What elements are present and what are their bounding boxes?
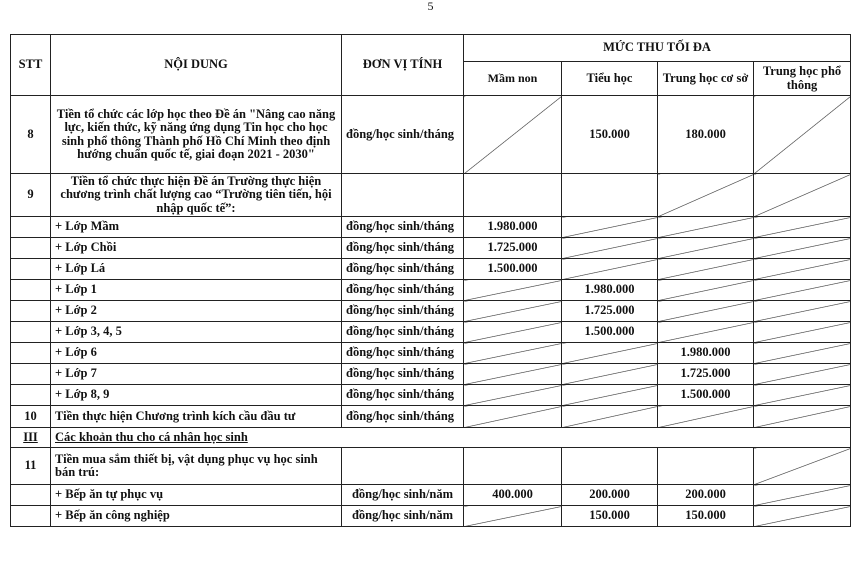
cell-value: 1.500.000: [464, 259, 562, 280]
cell-empty: [562, 238, 658, 259]
table-row: [11, 96, 851, 174]
row-stt: [11, 506, 51, 527]
table-row: [11, 322, 851, 343]
cell-empty: [464, 343, 562, 364]
row-content: + Bếp ăn công nghiệp: [51, 506, 342, 527]
cell-empty: [754, 259, 851, 280]
row-stt: 11: [11, 448, 51, 485]
cell-empty: [754, 174, 851, 217]
table-row: [11, 217, 851, 238]
table-row: [11, 301, 851, 322]
row-stt: [11, 280, 51, 301]
row-stt: [11, 238, 51, 259]
row-content: + Lớp 1: [51, 280, 342, 301]
cell-empty: [562, 406, 658, 428]
cell-value: 1.980.000: [658, 343, 754, 364]
row-unit: đồng/học sinh/tháng: [342, 406, 464, 428]
row-content: + Lớp 2: [51, 301, 342, 322]
cell-value: 1.980.000: [562, 280, 658, 301]
cell-empty: [464, 448, 562, 485]
header-level-tieu-hoc: Tiểu học: [562, 62, 658, 96]
cell-empty: [464, 322, 562, 343]
cell-empty: [464, 364, 562, 385]
row-unit: đồng/học sinh/tháng: [342, 301, 464, 322]
row-content: + Lớp Lá: [51, 259, 342, 280]
row-content: Tiền mua sắm thiết bị, vật dụng phục vụ học sinh bán trú:: [51, 448, 342, 485]
cell-empty: [754, 238, 851, 259]
row-content: + Lớp 3, 4, 5: [51, 322, 342, 343]
table-row: [11, 506, 851, 527]
row-unit: đồng/học sinh/tháng: [342, 364, 464, 385]
table-row: [11, 385, 851, 406]
row-stt: 10: [11, 406, 51, 428]
table-row: [11, 174, 851, 217]
cell-value: 1.725.000: [658, 364, 754, 385]
fee-table: [10, 34, 851, 527]
table-row: [11, 280, 851, 301]
row-unit: đồng/học sinh/tháng: [342, 96, 464, 174]
row-stt: 9: [11, 174, 51, 217]
cell-empty: [754, 343, 851, 364]
cell-value: 400.000: [464, 485, 562, 506]
section-number: III: [11, 428, 51, 448]
row-stt: [11, 343, 51, 364]
table-row: [11, 485, 851, 506]
section-title: Các khoản thu cho cá nhân học sinh: [51, 428, 851, 448]
cell-empty: [754, 364, 851, 385]
row-stt: 8: [11, 96, 51, 174]
cell-empty: [658, 238, 754, 259]
table-row: [11, 448, 851, 485]
row-unit: đồng/học sinh/tháng: [342, 217, 464, 238]
cell-empty: [464, 96, 562, 174]
cell-value: 1.725.000: [464, 238, 562, 259]
table-row: [11, 343, 851, 364]
row-stt: [11, 301, 51, 322]
row-stt: [11, 217, 51, 238]
header-content: NỘI DUNG: [51, 35, 342, 96]
cell-empty: [658, 280, 754, 301]
cell-empty: [562, 174, 658, 217]
cell-value: 200.000: [562, 485, 658, 506]
table-row: [11, 259, 851, 280]
section-row: [11, 428, 851, 448]
cell-empty: [464, 406, 562, 428]
row-unit: đồng/học sinh/năm: [342, 485, 464, 506]
row-content: + Bếp ăn tự phục vụ: [51, 485, 342, 506]
row-content: Tiền thực hiện Chương trình kích cầu đầu tư: [51, 406, 342, 428]
cell-empty: [754, 96, 851, 174]
cell-empty: [464, 174, 562, 217]
cell-empty: [562, 217, 658, 238]
cell-empty: [754, 385, 851, 406]
cell-empty: [754, 301, 851, 322]
row-unit: đồng/học sinh/tháng: [342, 385, 464, 406]
row-content: + Lớp Chồi: [51, 238, 342, 259]
row-content: + Lớp 8, 9: [51, 385, 342, 406]
cell-empty: [658, 301, 754, 322]
cell-value: 150.000: [562, 96, 658, 174]
row-stt: [11, 485, 51, 506]
cell-empty: [562, 385, 658, 406]
row-unit: đồng/học sinh/tháng: [342, 343, 464, 364]
cell-empty: [464, 506, 562, 527]
row-content: Tiền tổ chức các lớp học theo Đề án "Nâng cao năng lực, kiến thức, kỹ năng ứng dụng Tin học cho học sinh phổ thông Thành phố Hồ Chí Minh theo định hướng chuẩn quốc tế, giai đoạn 2021 - 2030": [51, 96, 342, 174]
cell-value: 150.000: [562, 506, 658, 527]
cell-empty: [464, 280, 562, 301]
cell-empty: [658, 448, 754, 485]
cell-value: 180.000: [658, 96, 754, 174]
cell-empty: [562, 448, 658, 485]
header-stt: STT: [11, 35, 51, 96]
row-unit: [342, 448, 464, 485]
row-stt: [11, 259, 51, 280]
cell-empty: [754, 506, 851, 527]
row-content: + Lớp 7: [51, 364, 342, 385]
header-level-thcs: Trung học cơ sở: [658, 62, 754, 96]
cell-value: 1.980.000: [464, 217, 562, 238]
cell-empty: [754, 406, 851, 428]
row-content: + Lớp Mầm: [51, 217, 342, 238]
row-unit: đồng/học sinh/tháng: [342, 259, 464, 280]
row-stt: [11, 364, 51, 385]
cell-empty: [754, 448, 851, 485]
cell-empty: [658, 259, 754, 280]
cell-value: 200.000: [658, 485, 754, 506]
cell-value: 1.500.000: [658, 385, 754, 406]
cell-empty: [658, 406, 754, 428]
cell-empty: [754, 217, 851, 238]
cell-empty: [658, 174, 754, 217]
cell-empty: [754, 485, 851, 506]
header-level-thpt: Trung học phổ thông: [754, 62, 851, 96]
cell-empty: [562, 259, 658, 280]
header-unit: ĐƠN VỊ TÍNH: [342, 35, 464, 96]
cell-value: 150.000: [658, 506, 754, 527]
table-row: [11, 364, 851, 385]
cell-empty: [562, 343, 658, 364]
row-content: + Lớp 6: [51, 343, 342, 364]
header-row-1: [11, 35, 851, 62]
cell-empty: [562, 364, 658, 385]
table-row: [11, 238, 851, 259]
row-stt: [11, 385, 51, 406]
page-number: 5: [427, 0, 434, 13]
cell-empty: [464, 385, 562, 406]
cell-empty: [464, 301, 562, 322]
cell-value: 1.725.000: [562, 301, 658, 322]
cell-value: 1.500.000: [562, 322, 658, 343]
row-unit: đồng/học sinh/tháng: [342, 238, 464, 259]
header-level-mam-non: Mầm non: [464, 62, 562, 96]
row-stt: [11, 322, 51, 343]
row-content: Tiền tổ chức thực hiện Đề án Trường thực hiện chương trình chất lượng cao “Trường tiên tiến, hội nhập quốc tế”:: [51, 174, 342, 217]
header-max-fee: MỨC THU TỐI ĐA: [464, 35, 851, 62]
row-unit: [342, 174, 464, 217]
cell-empty: [754, 322, 851, 343]
cell-empty: [658, 322, 754, 343]
row-unit: đồng/học sinh/tháng: [342, 280, 464, 301]
cell-empty: [658, 217, 754, 238]
table-row: [11, 406, 851, 428]
cell-empty: [754, 280, 851, 301]
row-unit: đồng/học sinh/năm: [342, 506, 464, 527]
row-unit: đồng/học sinh/tháng: [342, 322, 464, 343]
